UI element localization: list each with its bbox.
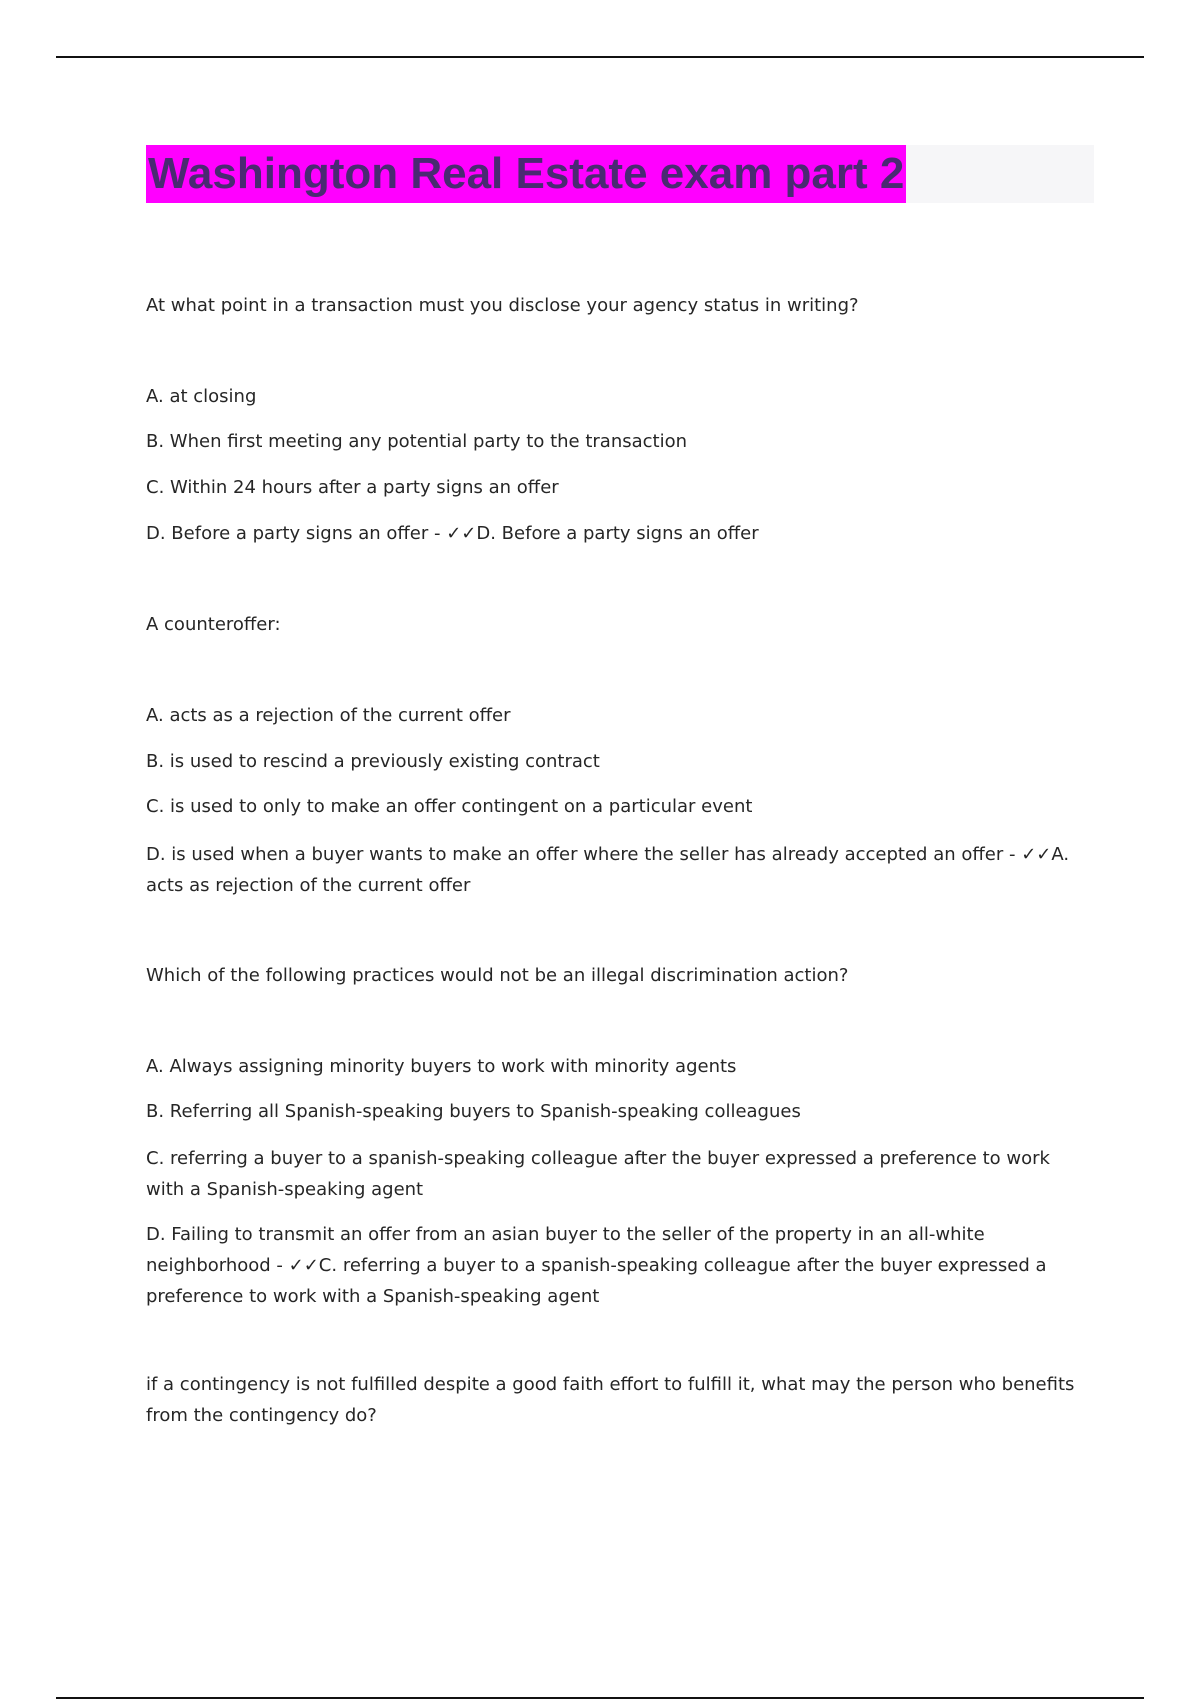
answer-option: D. is used when a buyer wants to make an offer where the seller has already accepted an offer - ✓✓A. acts as rejection of the current offer	[146, 844, 1070, 896]
footer-rule	[56, 1697, 1144, 1699]
question-prompt: Which of the following practices would not be an illegal discrimination action?	[146, 965, 849, 986]
header-rule	[56, 56, 1144, 58]
answer-option: A. acts as a rejection of the current offer	[146, 705, 511, 726]
answer-option: C. Within 24 hours after a party signs an offer	[146, 477, 559, 498]
answer-option: C. is used to only to make an offer contingent on a particular event	[146, 796, 753, 817]
question-prompt: if a contingency is not fulfilled despite a good faith effort to fulfill it, what may the person who benefits from the contingency do?	[146, 1374, 1075, 1426]
answer-option: C. referring a buyer to a spanish-speaking colleague after the buyer expressed a preference to work with a Spanish-speaking agent	[146, 1148, 1050, 1200]
question-prompt: A counteroffer:	[146, 614, 281, 635]
document-title: Washington Real Estate exam part 2	[146, 145, 906, 203]
answer-option: A. Always assigning minority buyers to work with minority agents	[146, 1056, 737, 1077]
answer-option: D. Before a party signs an offer - ✓✓D. Before a party signs an offer	[146, 523, 759, 544]
answer-option: B. When first meeting any potential party to the transaction	[146, 431, 688, 452]
answer-option: A. at closing	[146, 386, 257, 407]
title-banner	[146, 145, 1094, 203]
answer-option: D. Failing to transmit an offer from an asian buyer to the seller of the property in an all-white neighborhood - ✓✓C. referring a buyer to a spanish-speaking colleague after the buyer expressed a preference to work with a Spanish-speaking agent	[146, 1224, 1047, 1307]
answer-option: B. is used to rescind a previously existing contract	[146, 751, 600, 772]
question-prompt: At what point in a transaction must you disclose your agency status in writing?	[146, 295, 859, 316]
answer-option: B. Referring all Spanish-speaking buyers to Spanish-speaking colleagues	[146, 1101, 801, 1122]
